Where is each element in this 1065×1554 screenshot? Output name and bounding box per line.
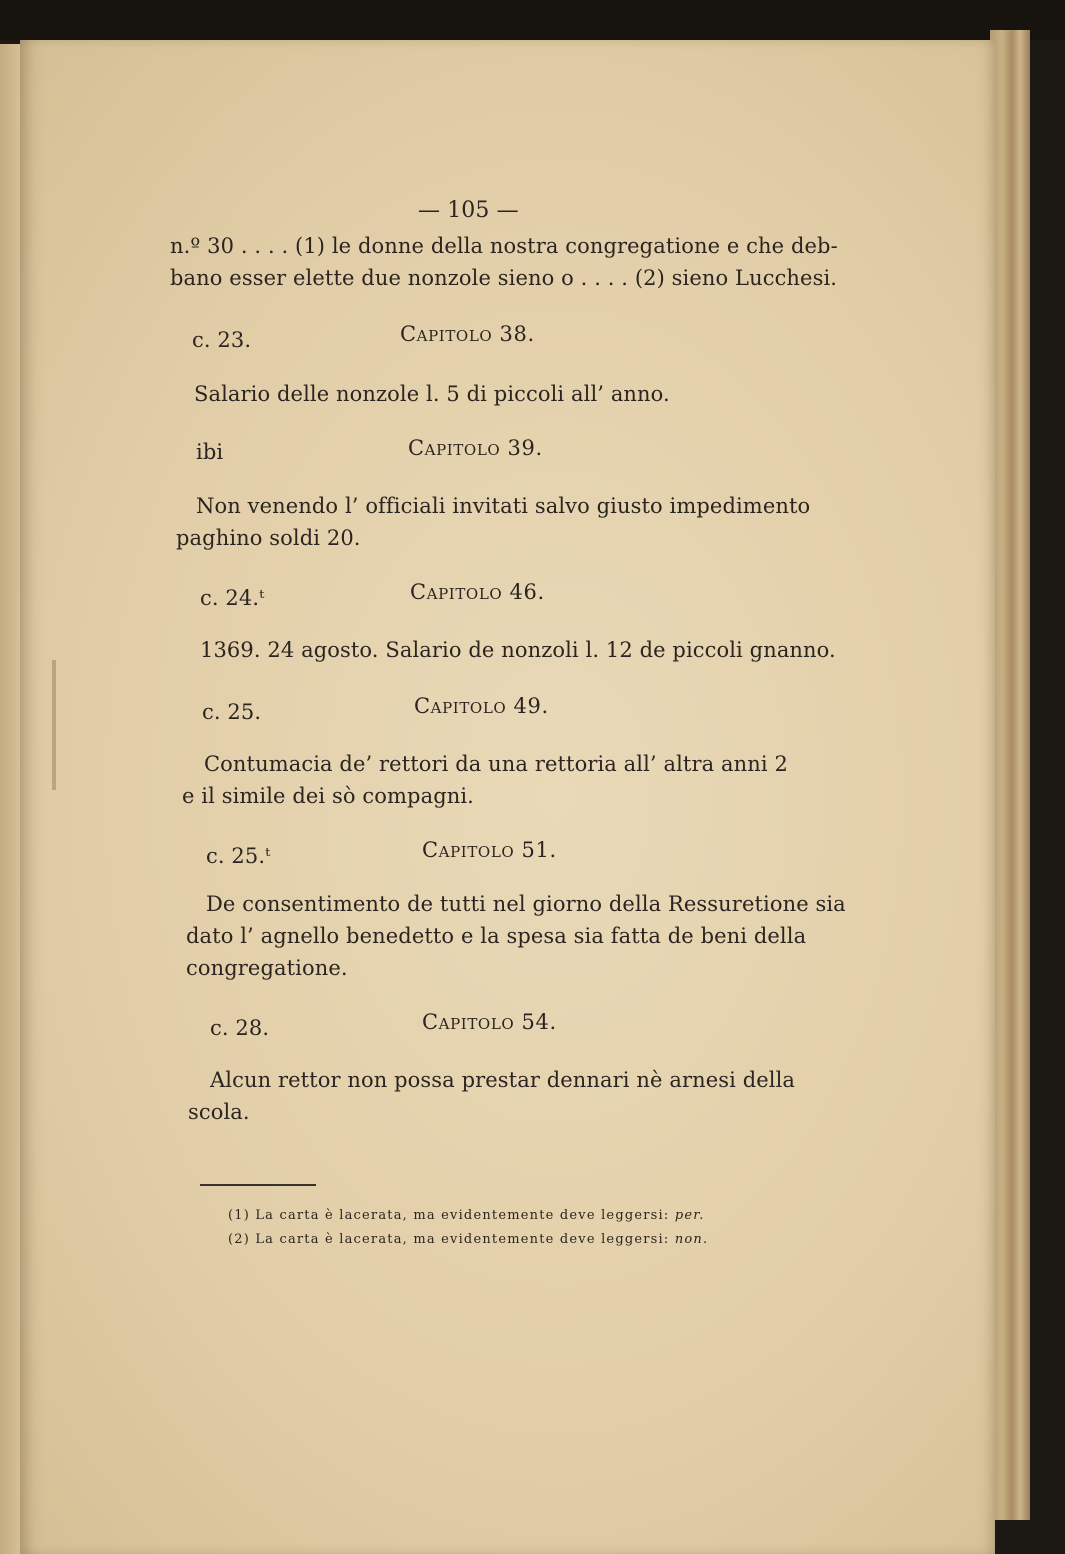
folio-ref: ibi	[196, 440, 224, 464]
page-stack-edge	[990, 30, 1030, 1520]
text-line: congregatione.	[186, 956, 348, 980]
folio-ref: c. 23.	[192, 328, 252, 352]
footnote-word: non.	[674, 1232, 709, 1247]
text-line: scola.	[188, 1100, 250, 1124]
text-line: n.º 30 . . . . (1) le donne della nostra congregatione e che deb-	[170, 234, 838, 258]
page-number: — 105 —	[418, 198, 519, 223]
folio-ref: c. 25.	[202, 700, 262, 724]
footnote-text: (1) La carta è lacerata, ma evidentemente deve leggersi:	[228, 1208, 675, 1223]
book-page	[20, 40, 995, 1554]
text-line: e il simile dei sò compagni.	[182, 784, 474, 808]
chapter-heading: Capitolo 51.	[422, 838, 557, 862]
text-line: bano esser elette due nonzole sieno o . . . . (2) sieno Lucchesi.	[170, 266, 838, 290]
footnote-text: (2) La carta è lacerata, ma evidentemente deve leggersi:	[228, 1232, 675, 1247]
text-line: Non venendo l’ officiali invitati salvo giusto impedimento	[196, 494, 811, 518]
text-line: Contumacia de’ rettori da una rettoria all’ altra anni 2	[204, 752, 788, 776]
gutter-mark	[52, 660, 56, 790]
text-line: paghino soldi 20.	[176, 526, 361, 550]
text-line: dato l’ agnello benedetto e la spesa sia fatta de beni della	[186, 924, 807, 948]
footnote-word: per.	[674, 1208, 705, 1223]
chapter-heading: Capitolo 38.	[400, 322, 535, 346]
footnote	[228, 1208, 705, 1223]
folio-ref: c. 25.ᵗ	[206, 844, 271, 868]
chapter-heading: Capitolo 49.	[414, 694, 549, 718]
chapter-heading: Capitolo 39.	[408, 436, 543, 460]
text-line: Salario delle nonzole l. 5 di piccoli all’ anno.	[194, 382, 670, 406]
footnote	[228, 1232, 708, 1247]
text-line: 1369. 24 agosto. Salario de nonzoli l. 12 de piccoli gnanno.	[200, 638, 836, 662]
chapter-heading: Capitolo 46.	[410, 580, 545, 604]
text-line: Alcun rettor non possa prestar dennari nè arnesi della	[210, 1068, 796, 1092]
footnote-rule	[200, 1184, 316, 1186]
chapter-heading: Capitolo 54.	[422, 1010, 557, 1034]
folio-ref: c. 28.	[210, 1016, 270, 1040]
text-line: De consentimento de tutti nel giorno della Ressuretione sia	[206, 892, 846, 916]
folio-ref: c. 24.ᵗ	[200, 586, 265, 610]
facing-page-edge	[0, 44, 22, 1554]
scan-background	[0, 0, 1065, 40]
